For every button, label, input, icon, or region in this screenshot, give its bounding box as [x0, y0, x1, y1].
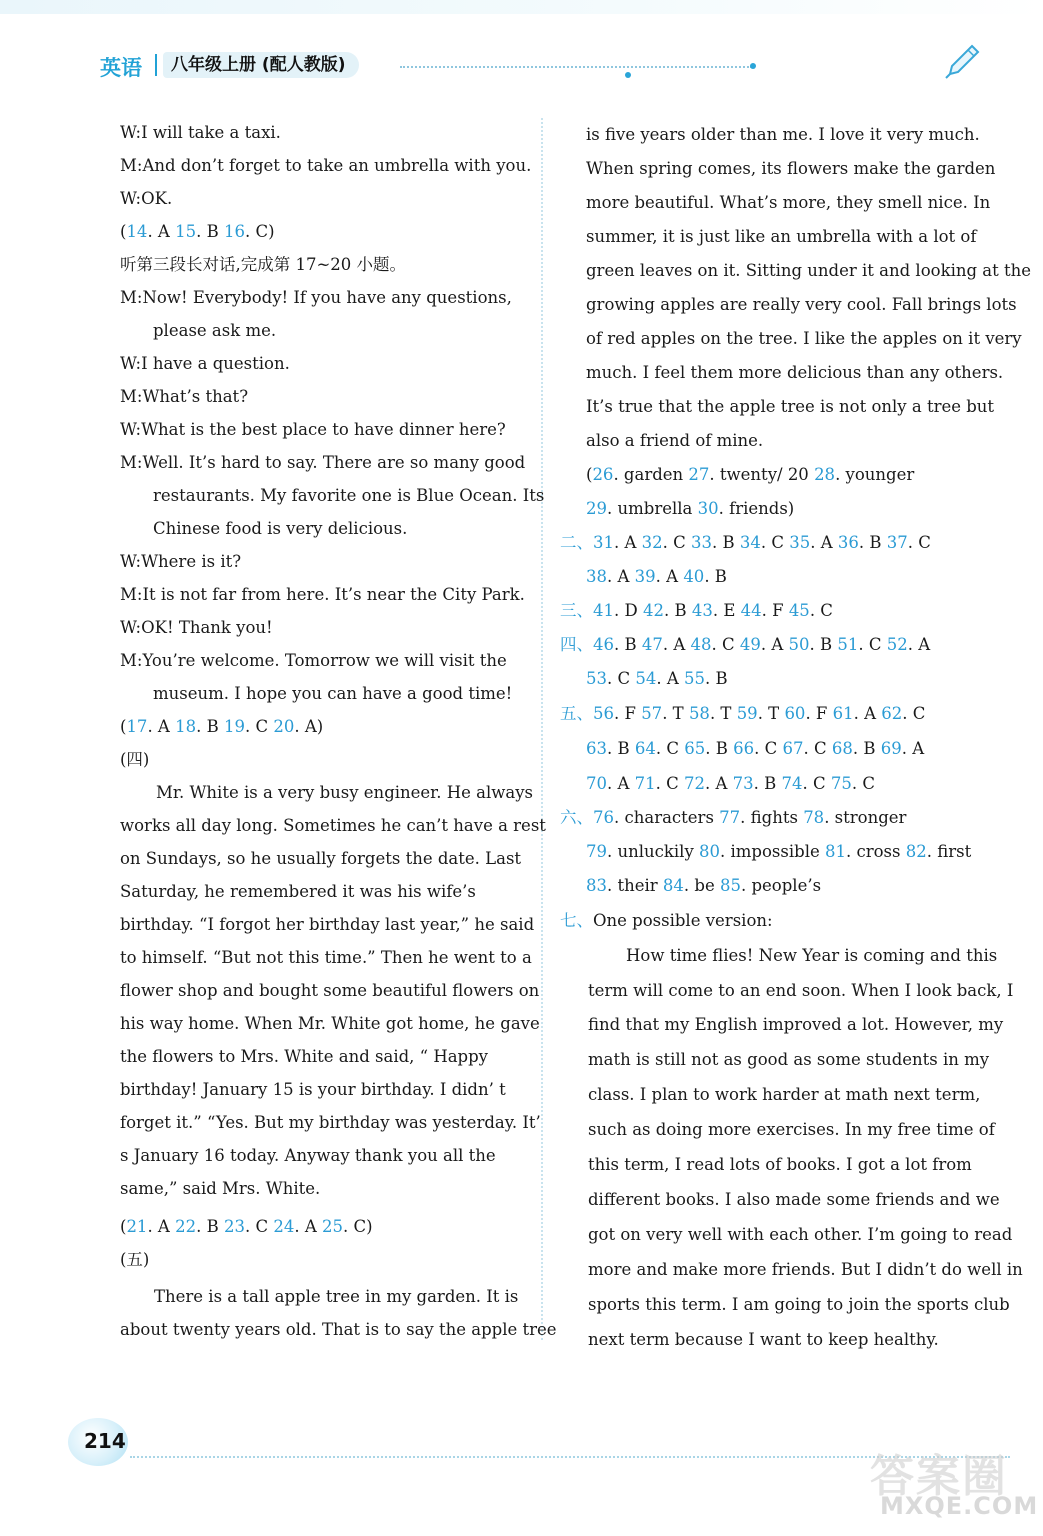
header-dot — [625, 72, 631, 78]
text-segment: . A — [705, 774, 733, 793]
text-segment: . A — [147, 222, 176, 241]
text-segment: . C — [851, 774, 876, 793]
header-separator — [155, 54, 157, 76]
text-line — [120, 155, 531, 177]
text-segment: . C — [858, 635, 887, 654]
text-segment: class. I plan to work harder at math next term, — [588, 1085, 981, 1104]
question-number: 73 — [732, 774, 754, 793]
question-number: 28 — [814, 465, 836, 484]
question-number: 64 — [634, 739, 656, 758]
text-line — [120, 716, 323, 738]
text-segment: . A — [656, 669, 685, 688]
text-segment: . C) — [244, 222, 275, 241]
text-line — [120, 419, 506, 441]
question-number: 69 — [880, 739, 902, 758]
text-segment: . B — [196, 1217, 224, 1236]
question-number: 54 — [635, 669, 657, 688]
text-line — [120, 584, 525, 606]
text-segment: . T — [709, 704, 737, 723]
text-segment: One possible version: — [593, 911, 773, 930]
question-number: 85 — [719, 876, 741, 895]
text-line — [120, 1079, 506, 1101]
text-segment: . twenty/ 20 — [709, 465, 815, 484]
text-line — [588, 1294, 1010, 1316]
text-segment: Saturday, he remembered it was his wife’s — [120, 882, 476, 901]
text-line — [588, 980, 1013, 1002]
text-segment: . D — [614, 601, 643, 620]
text-line — [586, 841, 971, 863]
text-line — [153, 683, 512, 705]
text-segment: Chinese food is very delicious. — [153, 519, 408, 538]
text-line — [120, 1249, 149, 1271]
question-number: 67 — [782, 739, 804, 758]
text-segment: summer, it is just like an umbrella with a lot of — [586, 227, 977, 246]
question-number: 16 — [223, 222, 245, 241]
text-segment: his way home. When Mr. White got home, he gave — [120, 1014, 540, 1033]
text-line — [560, 807, 906, 829]
question-number: 52 — [886, 635, 908, 654]
question-number: 62 — [881, 704, 903, 723]
text-segment: (五) — [120, 1250, 150, 1269]
text-segment: . A — [655, 567, 684, 586]
question-number: 83 — [586, 876, 607, 895]
text-segment: . A — [147, 717, 176, 736]
text-line — [120, 1013, 540, 1035]
text-line — [586, 294, 1017, 316]
text-segment: find that my English improved a lot. However, my — [588, 1015, 1004, 1034]
text-segment: Mr. White is a very busy engineer. He always — [156, 783, 534, 802]
question-number: 43 — [691, 601, 713, 620]
question-number: 32 — [641, 533, 663, 552]
text-segment: . garden — [613, 465, 689, 484]
text-segment: . C — [655, 739, 685, 758]
text-segment: . their — [607, 876, 663, 895]
text-line — [588, 1154, 972, 1176]
text-segment: . B — [809, 635, 838, 654]
text-line — [120, 848, 521, 870]
text-segment: more beautiful. What’s more, they smell nice. In — [586, 193, 991, 212]
text-segment: . friends) — [718, 499, 795, 518]
text-segment: W:OK. — [120, 189, 173, 208]
text-line — [120, 617, 273, 639]
question-number: 48 — [690, 635, 712, 654]
text-segment: . F — [614, 704, 642, 723]
text-segment: . A — [607, 567, 635, 586]
text-line — [586, 362, 1003, 384]
text-line — [586, 260, 1031, 282]
text-segment: When spring comes, its flowers make the garden — [586, 159, 996, 178]
text-line — [153, 485, 544, 507]
text-segment: . C — [803, 739, 832, 758]
text-segment: green leaves on it. Sitting under it and looking at the — [586, 261, 1032, 280]
text-segment: . cross — [846, 842, 906, 861]
text-line — [586, 226, 976, 248]
text-line — [120, 881, 476, 903]
text-segment: . B — [196, 222, 224, 241]
question-number: 51 — [837, 635, 859, 654]
question-number: 66 — [733, 739, 755, 758]
text-segment: ( — [586, 465, 593, 484]
question-number: 84 — [662, 876, 684, 895]
question-number: 六、 — [560, 808, 593, 827]
text-line — [120, 386, 248, 408]
text-segment: . B — [704, 567, 727, 586]
text-segment: . stronger — [824, 808, 907, 827]
question-number: 46 — [593, 635, 614, 654]
question-number: 27 — [688, 465, 710, 484]
text-segment: . A — [901, 739, 925, 758]
text-segment: . B — [663, 601, 692, 620]
text-segment: . characters — [614, 808, 720, 827]
text-segment: birthday. “I forgot her birthday last year,” he said — [120, 915, 535, 934]
question-number: 36 — [837, 533, 859, 552]
question-number: 44 — [740, 601, 762, 620]
text-segment: W:OK! Thank you! — [120, 618, 273, 637]
text-line — [626, 945, 997, 967]
text-segment: M:It is not far from here. It’s near the City Park. — [120, 585, 525, 604]
question-number: 74 — [781, 774, 803, 793]
text-segment: . A — [607, 774, 635, 793]
text-segment: . B — [705, 669, 728, 688]
text-segment: . B — [614, 635, 642, 654]
text-line — [586, 430, 763, 452]
question-number: 39 — [634, 567, 656, 586]
question-number: 23 — [223, 1217, 245, 1236]
text-line — [586, 668, 728, 690]
question-number: 70 — [586, 774, 607, 793]
question-number: 18 — [175, 717, 197, 736]
text-segment: much. I feel them more delicious than any others. — [586, 363, 1004, 382]
text-line — [120, 254, 406, 276]
text-line — [586, 158, 995, 180]
text-segment: . B — [196, 717, 224, 736]
text-line — [120, 452, 525, 474]
question-number: 38 — [586, 567, 607, 586]
text-line — [120, 1145, 496, 1167]
text-segment: . B — [852, 739, 881, 758]
text-segment: math is still not as good as some students in my — [588, 1050, 990, 1069]
text-segment: . A — [907, 635, 931, 654]
question-number: 40 — [683, 567, 705, 586]
text-segment: . C — [711, 635, 740, 654]
text-segment: . impossible — [720, 842, 825, 861]
text-line — [120, 353, 290, 375]
text-line — [588, 1014, 1003, 1036]
question-number: 22 — [175, 1217, 197, 1236]
text-segment: (四) — [120, 750, 150, 769]
text-segment: . people’s — [740, 876, 822, 895]
text-line — [120, 749, 149, 771]
text-segment: M:And don’t forget to take an umbrella with you. — [120, 156, 532, 175]
text-line — [586, 498, 794, 520]
question-number: 81 — [825, 842, 846, 861]
text-segment: M:You’re welcome. Tomorrow we will visit the — [120, 651, 507, 670]
text-segment: of red apples on the tree. I like the apples on it very — [586, 329, 1022, 348]
text-segment: . A) — [294, 717, 324, 736]
text-line — [153, 518, 407, 540]
watermark-logo: 答案圈 — [870, 1451, 1008, 1502]
question-number: 65 — [684, 739, 706, 758]
text-line — [560, 600, 833, 622]
text-segment: . A — [662, 635, 691, 654]
text-segment: forget it.” “Yes. But my birthday was yesterday. It’ — [120, 1113, 541, 1132]
text-segment: ( — [120, 222, 127, 241]
text-segment: . A — [853, 704, 882, 723]
text-line — [120, 1216, 373, 1238]
header-dot — [750, 63, 756, 69]
question-number: 30 — [697, 499, 719, 518]
text-segment: restaurants. My favorite one is Blue Ocean. Its — [153, 486, 545, 505]
question-number: 34 — [739, 533, 761, 552]
text-segment: W:I have a question. — [120, 354, 290, 373]
text-segment: . F — [805, 704, 833, 723]
question-number: 14 — [126, 222, 148, 241]
text-segment: museum. I hope you can have a good time! — [153, 684, 513, 703]
text-segment: . C) — [342, 1217, 373, 1236]
text-line — [120, 1112, 541, 1134]
text-line — [586, 328, 1022, 350]
text-line — [120, 815, 546, 837]
text-line — [588, 1224, 1012, 1246]
text-segment: also a friend of mine. — [586, 431, 764, 450]
question-number: 63 — [586, 739, 607, 758]
question-number: 47 — [641, 635, 663, 654]
text-segment: . A — [294, 1217, 322, 1236]
text-segment: . T — [757, 704, 785, 723]
text-line — [586, 875, 821, 897]
text-line — [586, 566, 727, 588]
text-line — [586, 124, 980, 146]
text-segment: the flowers to Mrs. White and said, “ Happy — [120, 1047, 489, 1066]
text-segment: s January 16 today. Anyway thank you all the — [120, 1146, 496, 1165]
text-segment: M:Well. It’s hard to say. There are so many good — [120, 453, 526, 472]
question-number: 25 — [321, 1217, 343, 1236]
column-divider — [541, 118, 543, 1340]
text-segment: . fights — [740, 808, 804, 827]
text-segment: 听第三段长对话,完成第 17~20 小题。 — [120, 255, 407, 274]
text-segment: M:Now! Everybody! If you have any questions, — [120, 288, 512, 307]
text-line — [120, 188, 172, 210]
text-segment: . be — [683, 876, 720, 895]
question-number: 75 — [830, 774, 852, 793]
watermark-url: MXQE.COM — [880, 1492, 1039, 1520]
question-number: 76 — [593, 808, 614, 827]
question-number: 77 — [719, 808, 741, 827]
question-number: 19 — [223, 717, 245, 736]
text-line — [560, 634, 930, 656]
text-segment: . B — [712, 533, 740, 552]
text-segment: . F — [761, 601, 789, 620]
question-number: 37 — [886, 533, 908, 552]
text-line — [120, 980, 539, 1002]
text-segment: . younger — [835, 465, 915, 484]
text-segment: this term, I read lots of books. I got a lot from — [588, 1155, 972, 1174]
text-segment: . B — [753, 774, 782, 793]
text-segment: . C — [809, 601, 833, 620]
text-segment: same,” said Mrs. White. — [120, 1179, 321, 1198]
text-segment: It’s true that the apple tree is not only a tree but — [586, 397, 995, 416]
question-number: 四、 — [560, 635, 593, 654]
text-line — [588, 1084, 980, 1106]
text-segment: . A — [614, 533, 642, 552]
question-number: 57 — [641, 704, 663, 723]
question-number: 79 — [586, 842, 607, 861]
text-segment: . C — [754, 739, 783, 758]
question-number: 26 — [592, 465, 614, 484]
text-segment: term will come to an end soon. When I look back, I — [588, 981, 1014, 1000]
text-segment: . T — [662, 704, 689, 723]
text-line — [586, 773, 875, 795]
text-segment: ( — [120, 1217, 127, 1236]
question-number: 60 — [784, 704, 806, 723]
text-segment: please ask me. — [153, 321, 277, 340]
question-number: 59 — [736, 704, 758, 723]
question-number: 55 — [684, 669, 706, 688]
text-line — [586, 192, 990, 214]
text-segment: W:I will take a taxi. — [120, 123, 281, 142]
text-segment: got on very well with each other. I’m going to read — [588, 1225, 1013, 1244]
question-number: 56 — [593, 704, 614, 723]
question-number: 53 — [586, 669, 607, 688]
text-segment: . C — [907, 533, 931, 552]
text-segment: . B — [607, 739, 635, 758]
text-segment: . A — [760, 635, 789, 654]
text-segment: . A — [810, 533, 838, 552]
text-segment: . C — [655, 774, 685, 793]
text-segment: next term because I want to keep healthy. — [588, 1330, 939, 1349]
question-number: 82 — [905, 842, 927, 861]
text-segment: flower shop and bought some beautiful flowers on — [120, 981, 540, 1000]
text-line — [120, 914, 534, 936]
question-number: 17 — [126, 717, 148, 736]
text-line — [586, 738, 924, 760]
pen-icon — [942, 42, 982, 82]
text-segment: . umbrella — [607, 499, 698, 518]
text-segment: . B — [858, 533, 887, 552]
text-segment: birthday! January 15 is your birthday. I didn’ t — [120, 1080, 506, 1099]
question-number: 42 — [642, 601, 664, 620]
text-segment: . C — [662, 533, 692, 552]
grade-text: 八年级上册 — [171, 55, 256, 75]
text-segment: on Sundays, so he usually forgets the date. Last — [120, 849, 522, 868]
question-number: 41 — [593, 601, 614, 620]
question-number: 15 — [175, 222, 197, 241]
text-line — [588, 1189, 1000, 1211]
question-number: 80 — [699, 842, 721, 861]
text-line — [586, 464, 914, 486]
text-segment: . C — [244, 1217, 274, 1236]
text-line — [156, 782, 533, 804]
question-number: 二、 — [560, 533, 593, 552]
text-segment: . E — [712, 601, 741, 620]
text-segment: W:Where is it? — [120, 552, 242, 571]
text-segment: How time flies! New Year is coming and this — [626, 946, 998, 965]
grade-label — [163, 52, 359, 78]
text-line — [120, 1046, 488, 1068]
text-line — [120, 650, 507, 672]
question-number: 五、 — [560, 704, 593, 723]
text-segment: . B — [705, 739, 734, 758]
subject-title: 英语 — [100, 56, 142, 80]
text-segment: ( — [120, 717, 127, 736]
text-segment: . C — [607, 669, 636, 688]
text-line — [120, 122, 281, 144]
text-segment: more and make more friends. But I didn’t do well in — [588, 1260, 1023, 1279]
edition-text: (配人教版) — [261, 55, 346, 75]
text-line — [588, 1329, 939, 1351]
header-bar — [0, 0, 1043, 14]
text-segment: to himself. “But not this time.” Then he went to a — [120, 948, 532, 967]
question-number: 29 — [586, 499, 607, 518]
text-segment: such as doing more exercises. In my free time of — [588, 1120, 995, 1139]
text-segment: . C — [760, 533, 790, 552]
text-line — [588, 1259, 1023, 1281]
text-line — [120, 221, 275, 243]
question-number: 七、 — [560, 911, 593, 930]
question-number: 20 — [273, 717, 295, 736]
text-segment: sports this term. I am going to join the sports club — [588, 1295, 1010, 1314]
question-number: 31 — [593, 533, 614, 552]
text-segment: different books. I also made some friends and we — [588, 1190, 1000, 1209]
page-number: 214 — [84, 1429, 126, 1453]
text-segment: W:What is the best place to have dinner here? — [120, 420, 506, 439]
text-line — [120, 947, 532, 969]
question-number: 24 — [273, 1217, 295, 1236]
question-number: 61 — [832, 704, 854, 723]
question-number: 78 — [803, 808, 825, 827]
question-number: 49 — [739, 635, 761, 654]
text-line — [560, 910, 773, 932]
question-number: 45 — [788, 601, 810, 620]
text-segment: . C — [244, 717, 274, 736]
text-segment: is five years older than me. I love it very much. — [586, 125, 980, 144]
text-line — [120, 287, 512, 309]
text-line — [120, 1178, 320, 1200]
text-segment: . C — [802, 774, 831, 793]
question-number: 58 — [688, 704, 710, 723]
text-line — [560, 703, 925, 725]
question-number: 21 — [126, 1217, 148, 1236]
text-segment: . unluckily — [607, 842, 700, 861]
text-segment: . C — [902, 704, 926, 723]
text-line — [153, 320, 276, 342]
question-number: 33 — [691, 533, 713, 552]
text-line — [154, 1286, 518, 1308]
question-number: 50 — [788, 635, 810, 654]
question-number: 68 — [831, 739, 853, 758]
text-segment: growing apples are really very cool. Fall brings lots — [586, 295, 1017, 314]
question-number: 71 — [634, 774, 656, 793]
question-number: 72 — [684, 774, 706, 793]
question-number: 35 — [789, 533, 811, 552]
text-line — [560, 532, 931, 554]
text-line — [120, 1319, 557, 1341]
text-line — [586, 396, 994, 418]
text-segment: about twenty years old. That is to say the apple tree — [120, 1320, 557, 1339]
text-segment: works all day long. Sometimes he can’t have a rest — [120, 816, 546, 835]
text-segment: M:What’s that? — [120, 387, 249, 406]
text-segment: There is a tall apple tree in my garden. It is — [154, 1287, 519, 1306]
header-dotted-rule — [400, 66, 752, 68]
text-segment: . A — [147, 1217, 176, 1236]
text-segment: . first — [926, 842, 972, 861]
question-number: 三、 — [560, 601, 593, 620]
text-line — [588, 1049, 989, 1071]
text-line — [588, 1119, 995, 1141]
text-line — [120, 551, 241, 573]
